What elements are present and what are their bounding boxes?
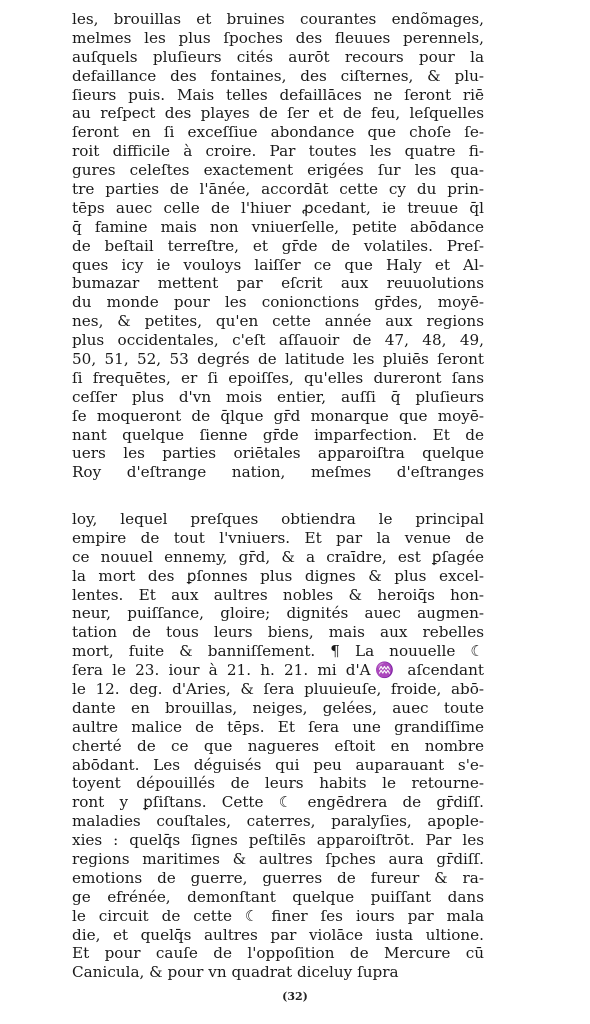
text-line: ge efrénée, demonſtant quelque puiſſant dans bbox=[72, 887, 484, 906]
text-line: 50, 51, 52, 53 degrés de latitude les pluiēs ſeront bbox=[72, 350, 484, 369]
text-line: ront y ꝑſiſtans. Cette ☾ engēdrera de gr̄diſſ. bbox=[72, 793, 484, 812]
text-line: emotions de guerre, guerres de fureur & ra- bbox=[72, 868, 484, 887]
text-line: empire de tout l'vniuers. Et par la venue de bbox=[72, 528, 484, 547]
text-line: ſi frequētes, er ſi epoiſſes, qu'elles dureront ſans bbox=[72, 368, 484, 387]
text-line: bumazar mettent par eſcrit aux reuuolutions bbox=[72, 274, 484, 293]
text-block-lower bbox=[72, 510, 484, 982]
text-line: ques icy ie vouloys laiſſer ce que Haly et Al- bbox=[72, 255, 484, 274]
text-line: die, et quelq̄s aultres par violāce iusta ultione. bbox=[72, 925, 484, 944]
text-line: ſieurs puis. Mais telles defaillāces ne ſeront riē bbox=[72, 85, 484, 104]
text-line: mort, fuite & banniſſement. ¶ La nouuelle ☾ bbox=[72, 642, 484, 661]
text-line: neur, puiſſance, gloire; dignités auec augmen- bbox=[72, 604, 484, 623]
text-line: ce nouuel ennemy, gr̄d, & a craīdre, est ꝑſagée bbox=[72, 547, 484, 566]
text-line: maladies couſtales, caterres, paralyſies, apople- bbox=[72, 812, 484, 831]
text-line: Et pour cauſe de l'oppoſition de Mercure cū bbox=[72, 944, 484, 963]
text-line: Roy d'eſtrange nation, meſmes d'eſtranges bbox=[72, 463, 484, 482]
text-block-upper bbox=[72, 10, 484, 482]
text-line: lentes. Et aux aultres nobles & heroiq̄s hon- bbox=[72, 585, 484, 604]
text-line: ſeront en ſi exceſſiue abondance que choſe ſe- bbox=[72, 123, 484, 142]
text-line: cherté de ce que nagueres eſtoit en nombre bbox=[72, 736, 484, 755]
text-line: tēps auec celle de l'hiuer ꝓcedant, ie treuue q̄l bbox=[72, 198, 484, 217]
text-line: aultre malice de tēps. Et ſera une grandiſſime bbox=[72, 717, 484, 736]
text-line: la mort des ꝑſonnes plus dignes & plus excel- bbox=[72, 566, 484, 585]
text-line: les, brouillas et bruines courantes endõmages, bbox=[72, 10, 484, 28]
text-line: nant quelque ſienne gr̄de imparfection. Et de bbox=[72, 425, 484, 444]
text-line: ceſſer plus d'vn mois entier, auſſi q̄ pluſieurs bbox=[72, 387, 484, 406]
text-line: toyent dépouillés de leurs habits le retourne- bbox=[72, 774, 484, 793]
text-line: melmes les plus ſpoches des fleuues perennels, bbox=[72, 28, 484, 47]
text-line: plus occidentales, c'eſt aſſauoir de 47, 48, 49, bbox=[72, 331, 484, 350]
text-line: uers les parties oriētales apparoiſtra quelque bbox=[72, 444, 484, 463]
text-line: loy, lequel preſques obtiendra le principal bbox=[72, 510, 484, 528]
text-line: tre parties de l'ānée, accordāt cette cy du prin- bbox=[72, 180, 484, 199]
text-line: q̄ famine mais non vniuerſelle, petite abōdance bbox=[72, 217, 484, 236]
text-line: roit difficile à croire. Par toutes les quatre fi- bbox=[72, 142, 484, 161]
text-line: ſe moqueront de q̄lque gr̄d monarque que moyē- bbox=[72, 406, 484, 425]
page-number: (32) bbox=[282, 990, 308, 1003]
text-line: gures celeſtes exactement erigées ſur les qua- bbox=[72, 161, 484, 180]
text-line: dante en brouillas, neiges, gelées, auec toute bbox=[72, 698, 484, 717]
text-line: auſquels pluſieurs cités aurōt recours pour la bbox=[72, 47, 484, 66]
text-line: regions maritimes & aultres ſpches aura gr̄diſſ. bbox=[72, 850, 484, 869]
text-line: nes, & petites, qu'en cette année aux regions bbox=[72, 312, 484, 331]
text-line: du monde pour les conionctions gr̄des, moyē- bbox=[72, 293, 484, 312]
text-line: le 12. deg. d'Aries, & ſera pluuieuſe, froide, abō- bbox=[72, 680, 484, 699]
text-line: xies : quelq̄s ſignes peſtilēs apparoiſtrōt. Par les bbox=[72, 831, 484, 850]
text-line: defaillance des fontaines, des ciſternes, & plu- bbox=[72, 66, 484, 85]
text-line: tation de tous leurs biens, mais aux rebelles bbox=[72, 623, 484, 642]
text-line: Canicula, & pour vn quadrat diceluy ſupra bbox=[72, 963, 399, 982]
text-line: ſera le 23. iour à 21. h. 21. mi d'A♒ aſcendant bbox=[72, 661, 484, 680]
text-line: le circuit de cette ☾ finer ſes iours par mala bbox=[72, 906, 484, 925]
text-line: abōdant. Les déguisés qui peu auparauant s'e- bbox=[72, 755, 484, 774]
text-line: de beſtail terreſtre, et gr̄de de volatiles. Preſ- bbox=[72, 236, 484, 255]
text-line: au reſpect des playes de ſer et de feu, leſquelles bbox=[72, 104, 484, 123]
